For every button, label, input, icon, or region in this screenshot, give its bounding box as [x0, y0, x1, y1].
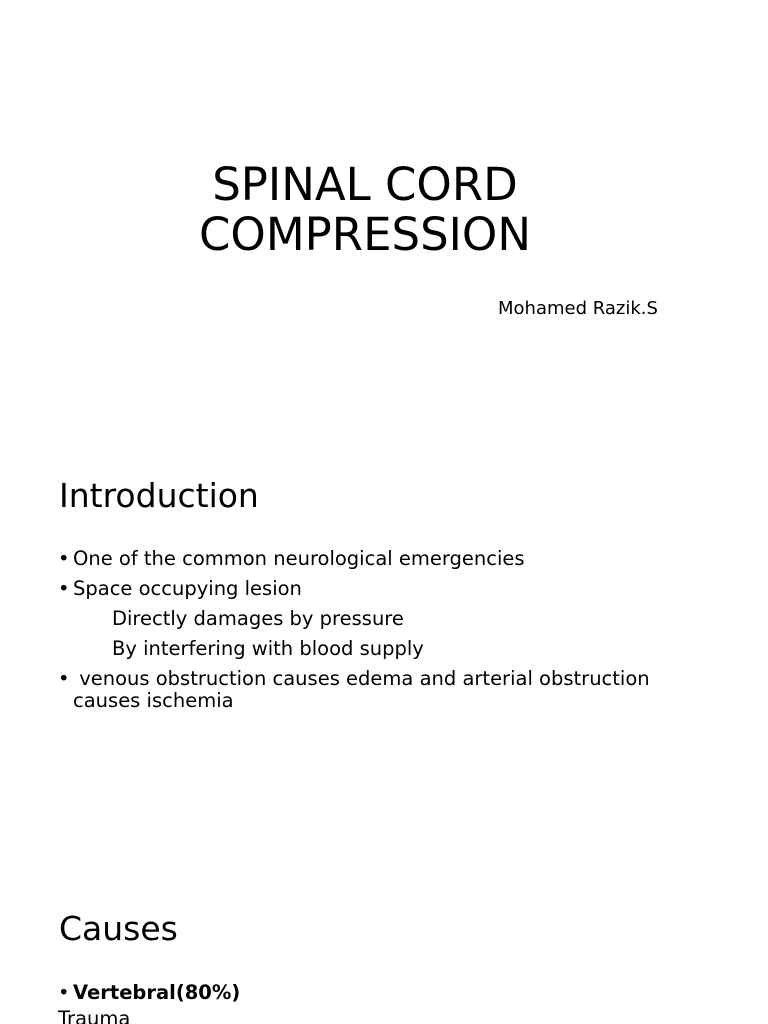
list-item	[58, 578, 718, 600]
slide-title	[150, 160, 580, 260]
list-item-text: Trauma	[58, 1007, 131, 1024]
sub-list-item	[58, 638, 718, 660]
slide-heading: Introduction	[59, 476, 259, 515]
list-item	[58, 982, 718, 1004]
list-item-text: Vertebral(80%)	[73, 981, 241, 1004]
list-item-text: By interfering with blood supply	[112, 637, 424, 660]
list-item	[58, 548, 718, 570]
list-item-text: venous obstruction causes edema and arterial obstruction causes ischemia	[73, 667, 656, 712]
causes-slide	[0, 864, 768, 1024]
causes-list	[58, 982, 718, 1024]
slide-heading: Causes	[59, 909, 178, 948]
bullet-icon: •	[58, 667, 70, 690]
list-item-text: Directly damages by pressure	[112, 607, 404, 630]
bullet-icon: •	[58, 981, 70, 1004]
title-slide	[0, 0, 768, 432]
slide-title-line-1: SPINAL CORD	[212, 158, 518, 211]
author-name: Mohamed Razik.S	[498, 298, 658, 319]
sub-list-item	[58, 608, 718, 630]
slide-title-line-2: COMPRESSION	[199, 208, 531, 261]
bullet-list	[58, 548, 718, 720]
list-item-text: One of the common neurological emergencies	[73, 547, 525, 570]
list-item	[58, 668, 718, 712]
introduction-slide	[0, 432, 768, 864]
bullet-icon: •	[58, 577, 70, 600]
bullet-icon: •	[58, 547, 70, 570]
list-item-text: Space occupying lesion	[73, 577, 302, 600]
